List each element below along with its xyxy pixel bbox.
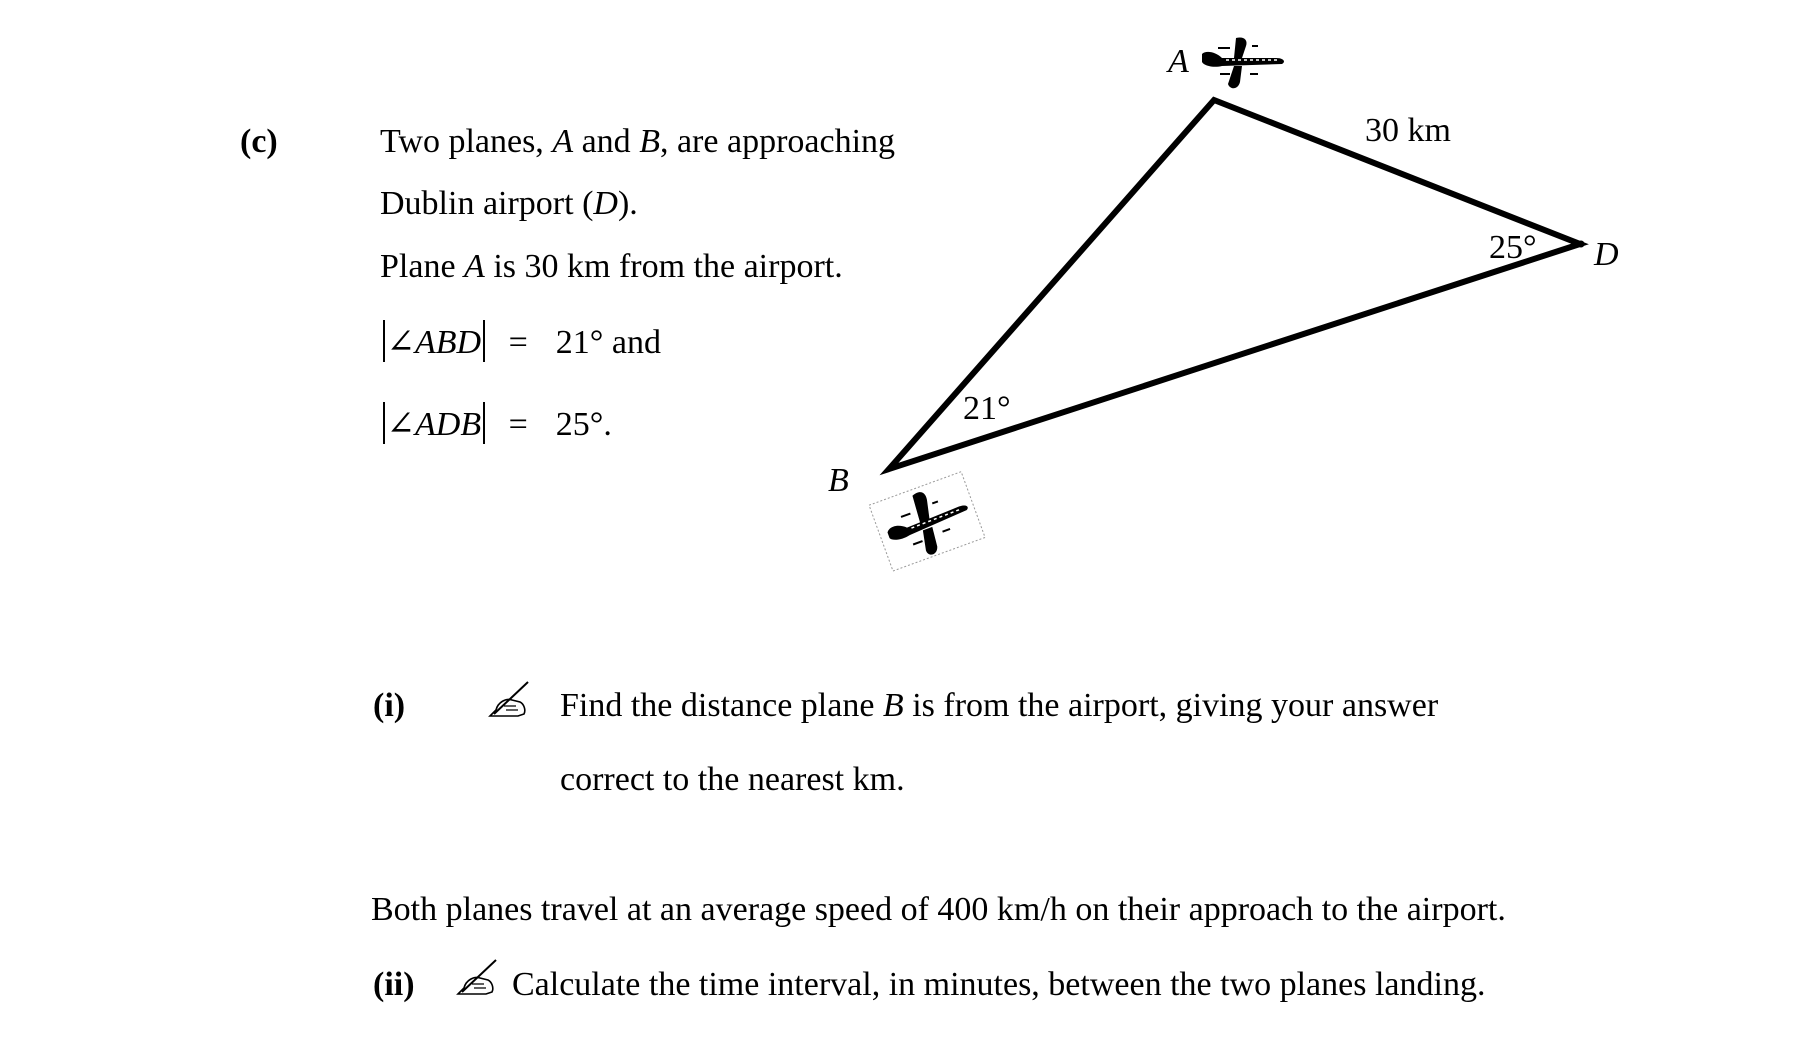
question-i-label: (i) [373,687,406,724]
equals-sign: = [508,324,528,361]
angle-value: 25°. [555,406,612,443]
var-b: B [639,123,660,160]
vertex-label-d: D [1594,236,1619,273]
intro-text: Dublin airport ( [380,185,594,222]
question-ii-label: (ii) [373,966,415,1003]
angle-abd-statement [381,320,661,362]
intro-text: , are approaching [659,123,896,160]
part-label: (c) [240,123,278,160]
var-d: D [593,185,618,222]
question-text: Find the distance plane [560,687,883,724]
var-a: A [464,248,485,285]
angle-label-b: 21° [963,390,1011,427]
abs-bar-left [383,402,385,444]
abs-bar-right [483,320,485,362]
writing-hand-icon [454,958,498,998]
writing-hand-icon [486,680,530,720]
intro-text: Plane [380,248,465,285]
angle-name: ABD [415,324,482,361]
var-a: A [552,123,574,160]
angle-value: 21° and [555,324,661,361]
abs-bar-right [483,402,485,444]
question-ii-text: Calculate the time interval, in minutes, between the two planes landing. [512,966,1486,1003]
angle-symbol: ∠ [386,324,415,361]
angle-adb-statement [381,402,612,444]
var-b: B [882,687,904,724]
angle-symbol: ∠ [386,406,415,443]
vertex-label-b: B [828,462,849,499]
intro-line-3 [380,250,843,284]
intro-line-2 [380,187,638,221]
question-i-line-1 [560,689,1438,723]
angle-name: ADB [415,406,482,443]
intro-text: and [573,123,640,160]
abs-bar-left [383,320,385,362]
side-label-ad: 30 km [1365,112,1451,149]
intro-text: ). [617,185,638,222]
intro-text: is 30 km from the airport. [484,248,843,285]
vertex-label-a: A [1168,43,1189,80]
intro-text: Two planes, [380,123,553,160]
equals-sign: = [508,406,528,443]
question-text: is from the airport, giving your answer [903,687,1439,724]
speed-info: Both planes travel at an average speed of 400 km/h on their approach to the airport. [371,891,1506,928]
question-i-line-2: correct to the nearest km. [560,761,905,798]
airport-point-d [1578,241,1585,248]
intro-line-1 [380,125,895,159]
plane-a-icon [1196,36,1288,92]
angle-label-d: 25° [1489,229,1537,266]
